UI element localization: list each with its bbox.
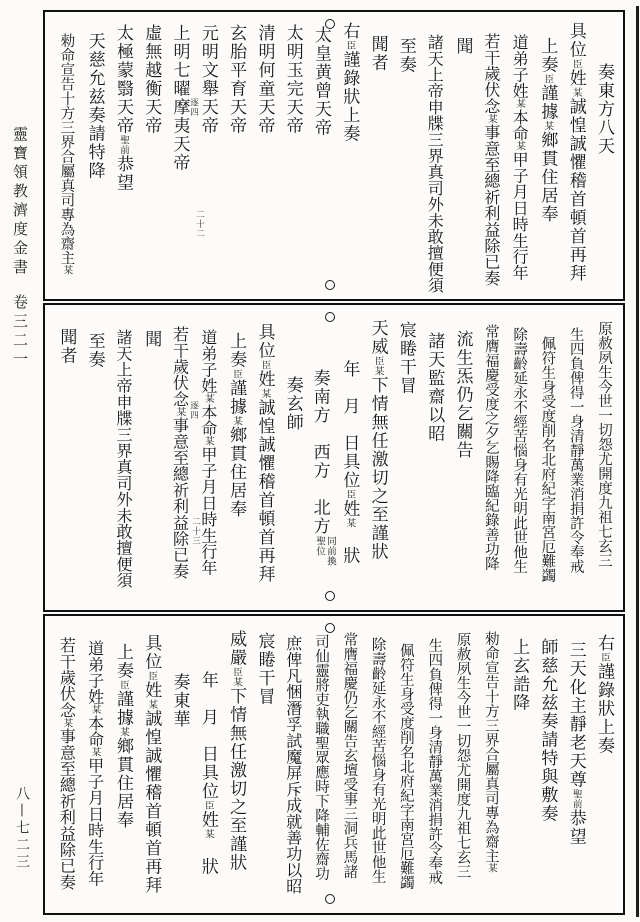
text-column: 常膺福慶受度之夕乞賜降臨紀錄善功降 — [482, 324, 499, 571]
book-spine — [12, 126, 27, 370]
small-char-annotation: 某 — [514, 98, 526, 109]
text-panel-top — [43, 10, 625, 301]
text-column: 上明七曜摩夷天帝 — [169, 24, 190, 172]
text-column: 若干歲伏念某事意至總祈利益除已奏 — [170, 326, 190, 579]
page-number-label: 八—七二三 — [14, 786, 30, 871]
text-column: 聞者 — [367, 35, 388, 72]
text-column: 佩符生身受度削名北府紀字南宮厄難蠲 — [397, 643, 414, 890]
text-column: 清明何童天帝 — [254, 24, 275, 135]
text-column: 原赦夙生今世一切怨尤開度九祖七玄三 — [596, 321, 612, 568]
small-char-annotation: 臣 — [344, 489, 356, 500]
small-char-annotation: 某 — [570, 87, 582, 98]
text-column: 元明文舉天帝 — [197, 24, 218, 135]
small-char-annotation: 某 — [117, 727, 129, 737]
text-column: 聞 — [141, 330, 162, 349]
small-char-annotation: 臣某 — [231, 667, 243, 687]
fold-mark: 逐四 — [188, 401, 199, 420]
text-column: 至奏 — [84, 332, 105, 369]
text-column: 諸天上帝申牒三界真司外未敢擅便須 — [113, 329, 133, 589]
fold-circle — [325, 280, 335, 290]
text-column: 勑命宣告十方三界合屬真司專為齋主某 — [482, 631, 499, 873]
text-column: 道弟子姓某本命某甲子月日時生行年 — [85, 640, 105, 887]
text-column: 天慈允兹奏請特降 — [84, 32, 105, 180]
small-char-annotation: 臣 — [259, 360, 271, 370]
small-char-annotation: 某 — [89, 747, 101, 758]
small-char-annotation: 某 — [89, 704, 101, 715]
small-char-annotation: 某 — [542, 121, 554, 131]
small-char-annotation: 某 — [202, 829, 214, 839]
small-char-annotation: 臣 — [117, 680, 129, 690]
column-area — [50, 619, 618, 910]
text-column: 諸天監齋以昭 — [424, 332, 445, 443]
small-char-annotation: 某 — [259, 388, 271, 399]
text-column: 奏東方八天 — [594, 63, 614, 156]
small-char-annotation: 臣 — [542, 74, 554, 84]
text-column: 具位臣姓某誠惶誠懼稽首頓首再拜 — [254, 323, 275, 584]
small-char-annotation: 某 — [202, 393, 214, 404]
text-column: 具位臣姓某誠惶誠懼稽首頓首再拜 — [141, 634, 162, 895]
text-column: 右臣謹錄狀上奏 — [594, 634, 614, 755]
text-column: 若干歲伏念某事意至總祈利益除已奏 — [481, 33, 501, 286]
text-column: 流生炁仍乞關告 — [452, 330, 473, 460]
small-char-annotation: 某 — [514, 141, 526, 152]
text-column: 上奏臣謹據某鄉貫住居奉 — [112, 643, 133, 830]
small-char-annotation: 某 — [485, 863, 497, 873]
small-char-annotation: 聖前 — [570, 789, 582, 809]
text-column: 太明玉完天帝 — [282, 24, 303, 135]
small-char-annotation: 臣某 — [372, 356, 384, 376]
text-column: 佩符生身受度削名北府紀字南宮厄難蠲 — [539, 336, 556, 583]
fold-mark: 二十二 — [194, 210, 205, 239]
text-panel-bottom — [43, 614, 625, 915]
text-column: 年 月 日具位臣姓某 狀 — [197, 671, 218, 876]
text-column: 勑命宣告十方三界合屬真司專為齋主某 — [58, 33, 75, 275]
fold-circle — [325, 894, 335, 904]
column-area — [50, 15, 618, 296]
text-column: 生四負俾得一身清靜萬業消捐許令奉戒 — [567, 327, 584, 574]
text-column: 除壽齡延永不經苦惱身有光明此世他生 — [369, 637, 386, 884]
small-char-annotation: 臣 — [231, 369, 243, 379]
text-column: 奏東華 — [169, 673, 190, 729]
small-char-annotation: 臣 — [202, 800, 214, 811]
small-char-annotation: 臣 — [344, 40, 356, 51]
book-spine-title: 靈寶領教濟度金書 — [11, 126, 29, 278]
small-char-annotation: 臣 — [570, 59, 582, 69]
text-column: 至奏 — [395, 37, 416, 74]
text-column: 道弟子姓某本命某甲子月日時生行年 — [510, 34, 530, 281]
small-char-annotation: 聖前 — [117, 135, 129, 155]
small-char-annotation: 臣 — [146, 671, 158, 681]
text-column: 生四負俾得一身清靜萬業消捐許令奉戒 — [426, 638, 443, 885]
text-column: 上玄誥降 — [509, 638, 530, 712]
text-column: 原赦夙生今世一切怨尤開度九祖七玄三 — [454, 632, 471, 879]
text-column: 司仙靈將吏執職聖眾應時下降輔佐齋功 — [313, 634, 330, 881]
text-column: 虛無越衡天帝 — [141, 24, 162, 135]
text-column: 太皇黄曾天帝 — [311, 26, 332, 137]
fold-circle — [325, 623, 335, 633]
text-column: 年 月 日具位臣姓某 狀 — [339, 360, 360, 565]
column-area — [50, 308, 618, 607]
fold-circle — [325, 591, 335, 601]
text-column: 上奏臣謹據某鄉貫住居奉 — [537, 37, 558, 224]
text-column: 除壽齡延永不經苦惱身有光明此世他生 — [511, 327, 528, 574]
text-column: 若干歲伏念某事意至總祈利益除已奏 — [57, 637, 77, 890]
text-column: 天威臣某下情無任激切之至謹狀 — [367, 319, 388, 561]
text-column: 宸睠干冒 — [254, 632, 275, 706]
text-column: 聞 — [452, 37, 473, 56]
small-char-annotation: 某 — [61, 718, 73, 728]
small-char-annotation: 臣 — [599, 652, 610, 663]
text-column: 奏玄師 — [282, 376, 303, 432]
text-column: 玄胎平育天帝 — [226, 24, 247, 135]
text-column: 三天化主靜老天尊聖前恭望 — [565, 641, 586, 846]
text-column: 右臣謹錄狀上奏 — [339, 22, 360, 143]
small-char-annotation: 某 — [202, 436, 214, 447]
text-column: 庶俾凡悃潛孚試魔屏斥成就善功以昭 — [283, 635, 303, 895]
text-column: 具位臣姓某誠惶誠懼稽首頓首再拜 — [565, 22, 586, 283]
text-column: 上奏臣謹據某鄉貫住居奉 — [226, 332, 247, 519]
text-column: 常膺福慶仍乞關告玄壇受事三洞兵馬諸 — [341, 632, 358, 879]
text-column: 宸睠干冒 — [395, 321, 416, 395]
text-column: 諸天上帝申牒三界真司外未敢擅便須 — [425, 34, 445, 294]
small-char-annotation: 某 — [344, 518, 356, 528]
small-char-annotation: 某 — [485, 114, 497, 124]
text-panel-middle — [43, 303, 625, 612]
fold-mark: 逐四 — [188, 98, 199, 117]
text-column: 聞者 — [56, 328, 77, 365]
page-edge-shadow — [636, 6, 640, 917]
fold-circle — [325, 19, 335, 29]
double-column-note: 同前換 聖位 — [314, 535, 337, 566]
text-column: 師慈允兹奏請特與敷奏 — [537, 638, 558, 823]
small-char-annotation: 某 — [61, 265, 73, 275]
volume-label: 卷三二一 — [11, 294, 29, 370]
small-char-annotation: 某 — [231, 416, 243, 426]
text-column: 太極蒙翳天帝聖前恭望 — [112, 24, 133, 192]
text-column: 奏南方 西方 北方 同前換 聖位 — [309, 369, 337, 566]
small-char-annotation: 某 — [146, 699, 158, 710]
text-column: 道弟子姓某本命某甲子月日時生行年 — [198, 329, 218, 576]
text-column: 威嚴臣某下情無任激切之至謹狀 — [226, 630, 247, 872]
fold-mark: 二十三 — [190, 517, 201, 546]
fold-circle — [325, 312, 335, 322]
small-char-annotation: 某 — [174, 407, 186, 417]
